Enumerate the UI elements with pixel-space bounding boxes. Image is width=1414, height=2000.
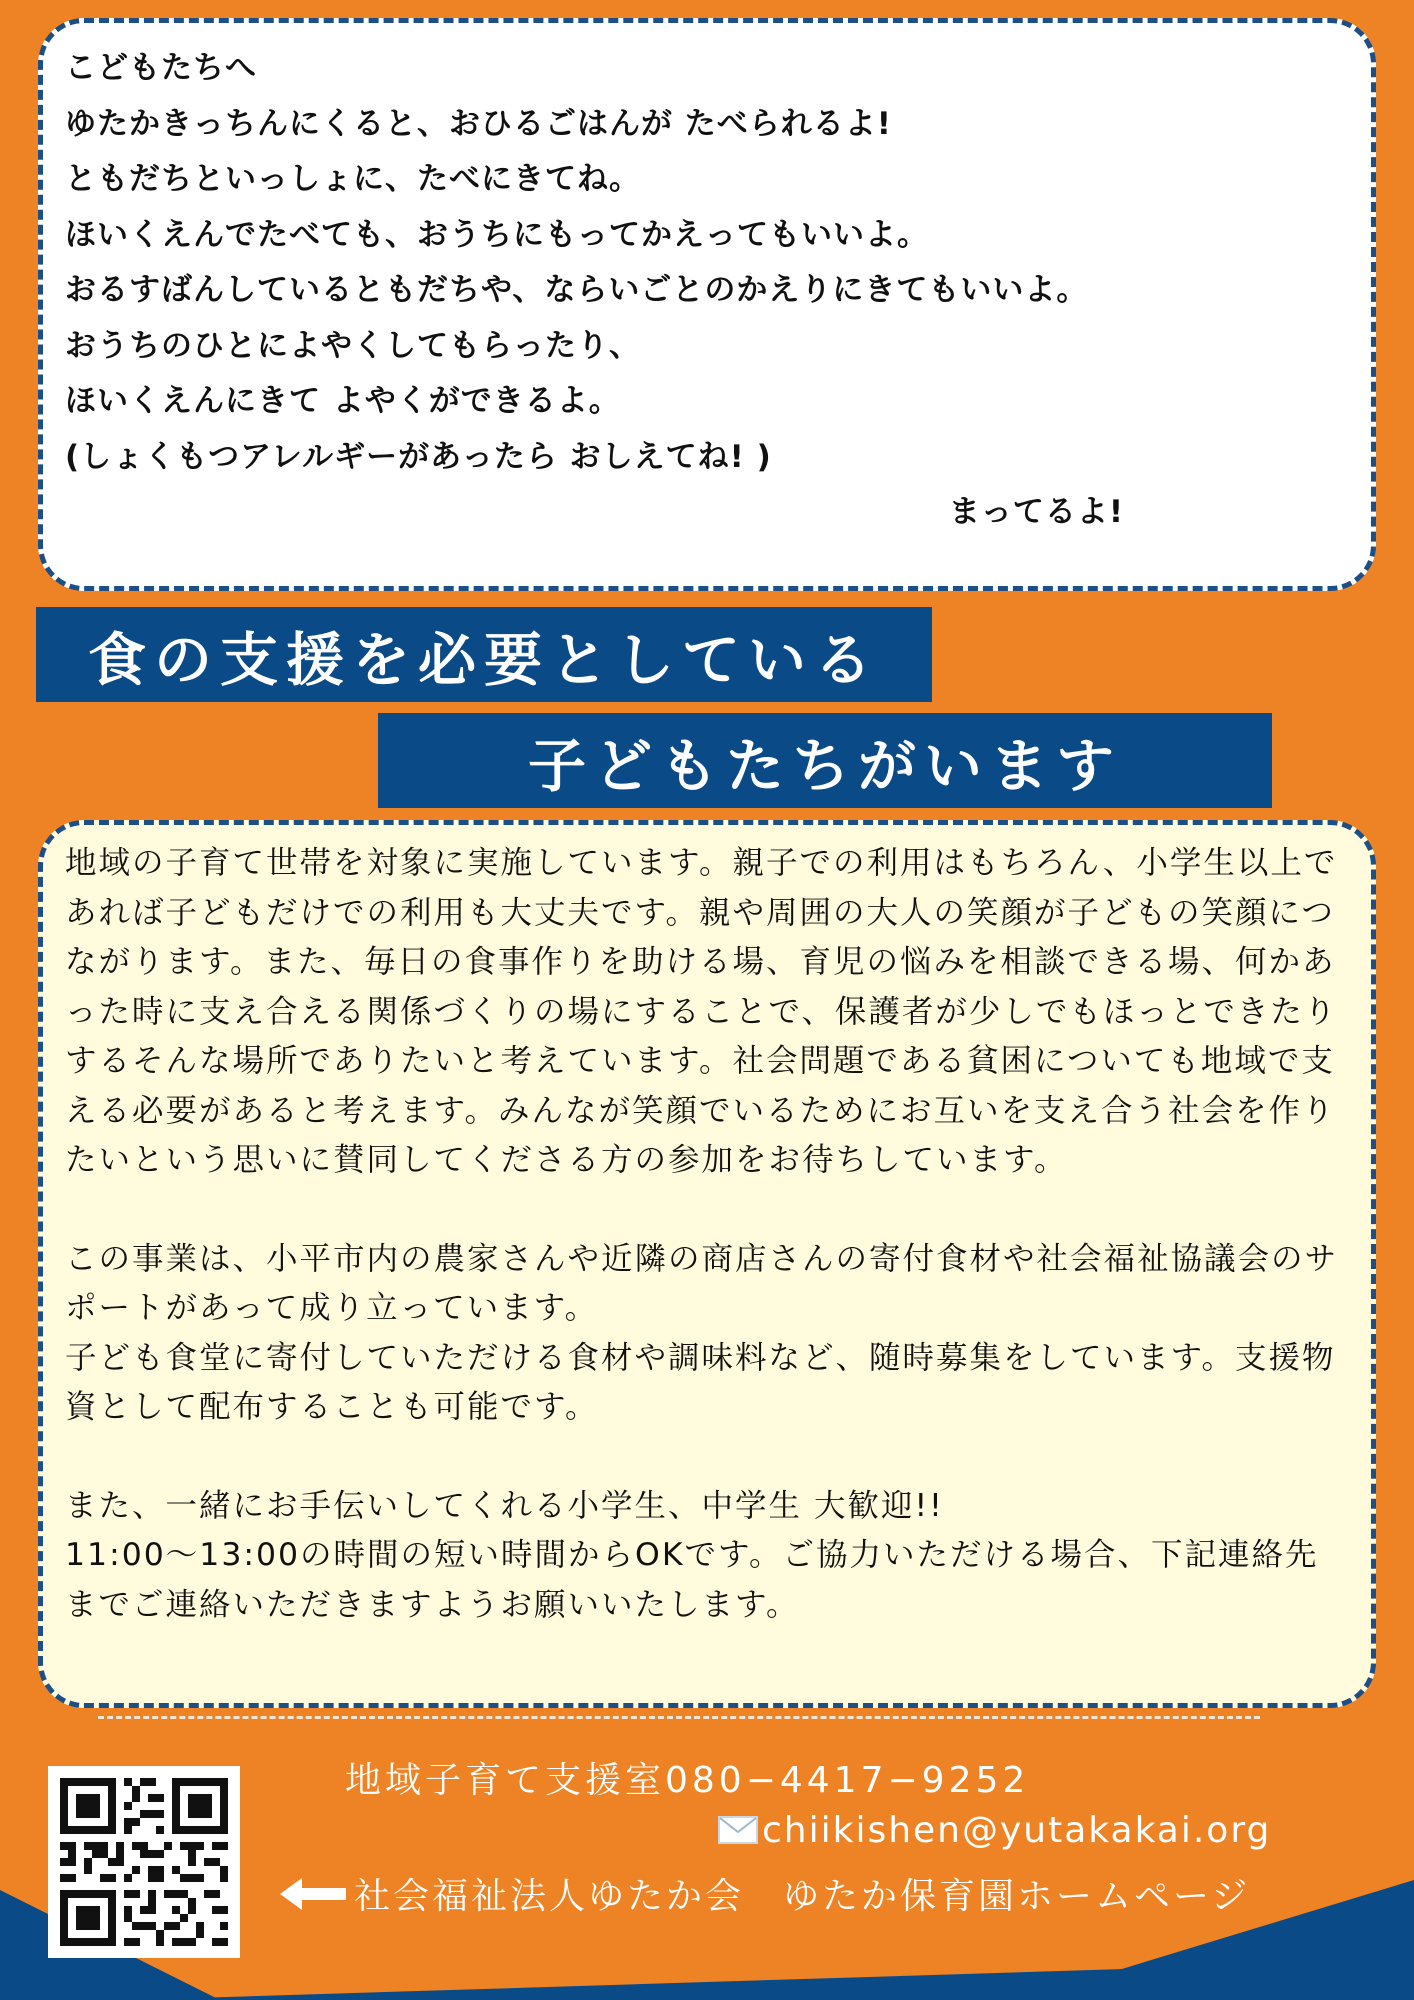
kids-line: こどもたちへ: [65, 50, 257, 86]
headline-banner-2: 子どもたちがいます: [378, 713, 1272, 808]
qr-code[interactable]: [48, 1766, 240, 1958]
arrow-left-icon: [280, 1874, 348, 1914]
email-contact[interactable]: [718, 1810, 1271, 1851]
divider: [98, 1716, 1260, 1719]
kids-line: ゆたかきっちんにくると、おひるごはんが たべられるよ!: [65, 105, 892, 142]
email-address: chiikishen@yutakakai.org: [762, 1810, 1272, 1851]
phone-contact[interactable]: 地域子育て支援室080−4417−9252: [345, 1760, 1030, 1801]
envelope-icon: [718, 1816, 758, 1844]
kids-line: (しょくもつアレルギーがあったら おしえてね! ): [65, 438, 772, 475]
qr-code-graphic: [60, 1778, 228, 1946]
info-card: [38, 820, 1376, 1708]
kids-line-signoff: まってるよ!: [948, 494, 1124, 530]
info-paragraph-donation: この事業は、小平市内の農家さんや近隣の商店さんの寄付食材や社会福祉協議会のサポートがあって成り立っています。 子ども食堂に寄付していただける食材や調味料など、随時募集をしています。支援物資として配布することも可能です。: [65, 1240, 1339, 1425]
kids-line: おうちのひとによやくしてもらったり、: [65, 327, 641, 364]
headline-banner-1: 食の支援を必要としている: [36, 607, 932, 702]
kids-line: ほいくえんでたべても、おうちにもってかえってもいいよ。: [65, 216, 929, 253]
info-paragraph-volunteer: また、一緒にお手伝いしてくれる小学生、中学生 大歓迎!! 11:00〜13:00の時間の短い時間からOKです。ご協力いただける場合、下記連絡先までご連絡いただきますようお願いいたします。: [65, 1487, 1319, 1623]
kids-line: ともだちといっしょに、たべにきてね。: [65, 161, 641, 197]
homepage-label: 社会福祉法人ゆたか会 ゆたか保育園ホームページ: [354, 1876, 1251, 1917]
kids-line: ほいくえんにきて よやくができるよ。: [65, 383, 621, 419]
kids-line: おるすばんしているともだちや、ならいごとのかえりにきてもいいよ。: [65, 272, 1089, 308]
kids-message-card: [38, 18, 1376, 591]
homepage-link[interactable]: [280, 1868, 1250, 1919]
info-paragraph-about: 地域の子育て世帯を対象に実施しています。親子での利用はもちろん、小学生以上であれば子どもだけでの利用も大丈夫です。親や周囲の大人の笑顔が子どもの笑顔につながります。また、毎日の食事作りを助ける場、育児の悩みを相談できる場、何かあった時に支え合える関係づくりの場にすることで、保護者が少しでもほっとできたりするそんな場所でありたいと考えています。社会問題である貧困についても地域で支える必要があると考えます。みんなが笑顔でいるためにお互いを支え合う社会を作りたいという思いに賛同してくださる方の参加をお待ちしています。: [65, 845, 1338, 1178]
